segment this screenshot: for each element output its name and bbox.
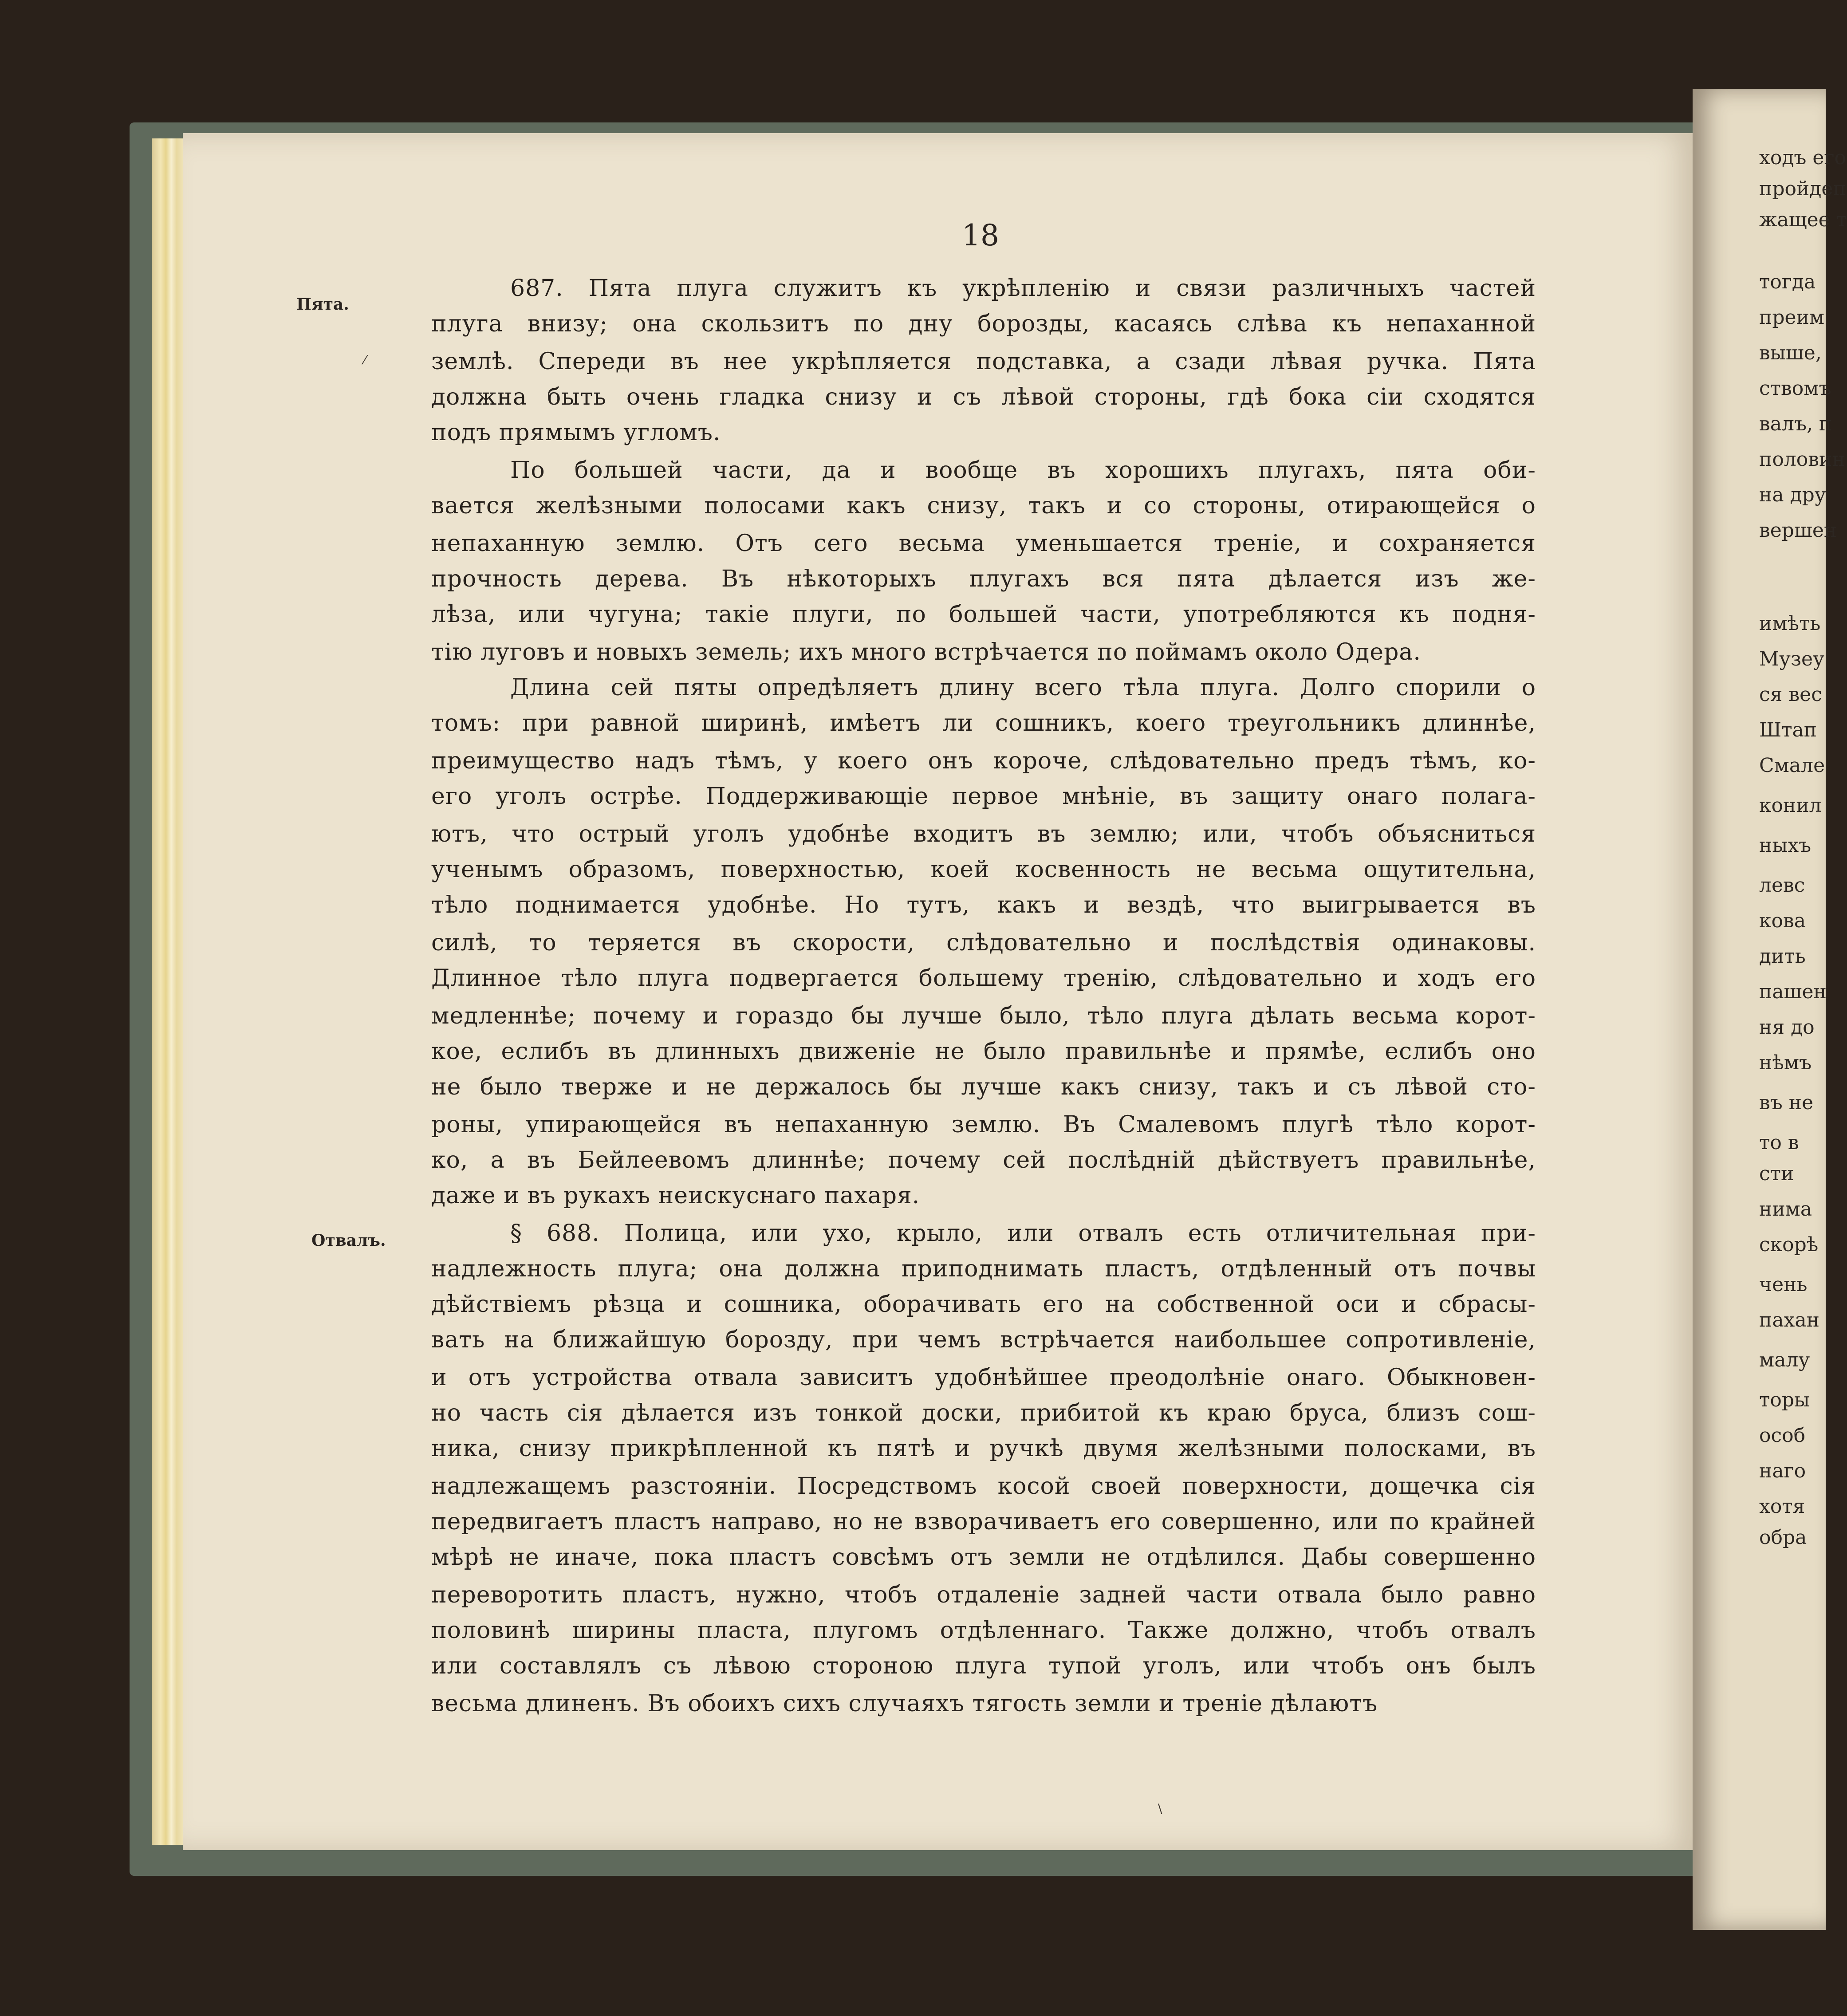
right-page-fragment: Смале [1759, 754, 1825, 777]
right-page-fragment: сти [1759, 1162, 1794, 1185]
text-line: надлежность плуга; она должна приподнимать пластъ, отдѣленный отъ почвы [431, 1256, 1536, 1282]
text-line: половинѣ ширины пласта, плугомъ отдѣленнаго. Также должно, чтобъ отвалъ [431, 1617, 1536, 1644]
text-line: переворотить пластъ, нужно, чтобъ отдаленіе задней части отвала было равно [431, 1582, 1536, 1608]
right-page-fragment: хотя [1759, 1495, 1805, 1518]
text-line: томъ: при равной ширинѣ, имѣетъ ли сошникъ, коего треугольникъ длиннѣе, [431, 710, 1536, 736]
right-page-fragment: пройдеп [1759, 177, 1846, 200]
text-line: тѣло поднимается удобнѣе. Но тутъ, какъ и вездѣ, что выигрывается въ [431, 892, 1536, 918]
text-line: надлежащемъ разстояніи. Посредствомъ косой своей поверхности, дощечка сія [431, 1473, 1536, 1500]
text-line: ко, а въ Бейлеевомъ длиннѣе; почему сей послѣдній дѣйствуетъ правильнѣе, [431, 1147, 1536, 1173]
right-page-fragment: валъ, п [1759, 413, 1832, 435]
text-line: подъ прямымъ угломъ. [431, 419, 721, 446]
right-page-fragment: ся вес [1759, 683, 1822, 706]
right-page-fragment: вершен [1759, 519, 1837, 542]
text-line: кое, еслибъ въ длинныхъ движеніе не было правильнѣе и прямѣе, еслибъ оно [431, 1038, 1536, 1065]
text-line: ученымъ образомъ, поверхностью, коей косвенность не весьма ощутительна, [431, 856, 1536, 883]
margin-note-otval: Отвалъ. [311, 1231, 386, 1250]
text-line: прочность дерева. Въ нѣкоторыхъ плугахъ вся пята дѣлается изъ же- [431, 566, 1536, 592]
right-page-fragment: ныхъ [1759, 834, 1812, 857]
text-line: даже и въ рукахъ неискуснаго пахаря. [431, 1182, 920, 1209]
text-line: преимущество надъ тѣмъ, у коего онъ короче, слѣдовательно предъ тѣмъ, ко- [431, 748, 1536, 774]
right-page-fragment: на дру [1759, 484, 1826, 506]
text-line: ника, снизу прикрѣпленной къ пятѣ и ручкѣ двумя желѣзными полосками, въ [431, 1435, 1536, 1462]
right-page-fragment: скорѣ [1759, 1233, 1819, 1256]
right-page-fragment: чень [1759, 1273, 1808, 1296]
right-page-fragment: конил [1759, 794, 1822, 817]
text-line: должна быть очень гладка снизу и съ лѣвой стороны, гдѣ бока сіи сходятся [431, 384, 1536, 410]
right-page-fragment: то в [1759, 1131, 1799, 1154]
text-line: Длина сей пяты опредѣляетъ длину всего тѣла плуга. Долго спорили о [510, 674, 1536, 701]
text-line: роны, упирающейся въ непаханную землю. Въ Смалевомъ плугѣ тѣло корот- [431, 1111, 1536, 1138]
text-line: мѣрѣ не иначе, пока пластъ совсѣмъ отъ земли не отдѣлился. Дабы совершенно [431, 1544, 1536, 1571]
right-page-fragment: торы [1759, 1389, 1810, 1411]
text-line: передвигаетъ пластъ направо, но не взворачиваетъ его совершенно, или по крайней [431, 1508, 1536, 1535]
right-page-fragment: ствомъ [1759, 377, 1831, 400]
right-page-fragment: малу [1759, 1349, 1810, 1371]
text-line: Длинное тѣло плуга подвергается большему тренію, слѣдовательно и ходъ его [431, 965, 1536, 992]
right-page-fragment: особ [1759, 1424, 1806, 1447]
right-page-fragment: Музеу [1759, 648, 1824, 670]
right-page-fragment: жащее т [1759, 209, 1847, 231]
text-line: не было тверже и не держалось бы лучше какъ снизу, такъ и съ лѣвой сто- [431, 1074, 1536, 1100]
right-page-fragment: наго [1759, 1460, 1806, 1482]
text-line: лѣза, или чугуна; такіе плуги, по большей части, употребляются къ подня- [431, 601, 1536, 628]
right-page [1693, 89, 1847, 1930]
right-page-fragment: нима [1759, 1198, 1812, 1221]
text-line: весьма длиненъ. Въ обоихъ сихъ случаяхъ тягость земли и треніе дѣлаютъ [431, 1690, 1378, 1717]
right-page-fragment: кова [1759, 910, 1806, 932]
text-line: плуга внизу; она скользитъ по дну борозды, касаясь слѣва къ непаханной [431, 311, 1536, 337]
right-page-fragment: преим [1759, 306, 1825, 329]
text-line: дѣйствіемъ рѣзца и сошника, оборачивать его на собственной оси и сбрасы- [431, 1291, 1536, 1318]
page-edges [152, 138, 187, 1845]
margin-note-pyata: Пята. [296, 295, 349, 314]
text-line: По большей части, да и вообще въ хорошихъ плугахъ, пята оби- [510, 457, 1536, 484]
right-page-fragment: имѣть [1759, 612, 1821, 635]
right-page-fragment: ходъ его [1759, 146, 1846, 169]
right-page-fragment: Штап [1759, 719, 1817, 741]
text-line: вать на ближайшую борозду, при чемъ встрѣчается наибольшее сопротивленіе, [431, 1327, 1536, 1353]
right-page-fragment: пахан [1759, 1309, 1819, 1331]
page-number: 18 [962, 218, 999, 252]
stray-mark: ⁄ [364, 353, 366, 367]
text-line: ютъ, что острый уголъ удобнѣе входитъ въ землю; или, чтобъ объясниться [431, 821, 1536, 847]
right-page-fragment: нѣмъ [1759, 1051, 1812, 1074]
text-line: непаханную землю. Отъ сего весьма уменьшается треніе, и сохраняется [431, 530, 1536, 557]
right-page-fragment: тогда [1759, 271, 1816, 293]
right-page-fragment: половин [1759, 448, 1845, 471]
text-line: но часть сія дѣлается изъ тонкой доски, прибитой къ краю бруса, близъ сош- [431, 1400, 1536, 1426]
text-line: § 688. Полица, или ухо, крыло, или отвалъ есть отличительная при- [510, 1220, 1536, 1247]
right-page-fragment: пашен [1759, 980, 1827, 1003]
right-page-fragment: ня до [1759, 1016, 1815, 1039]
text-line: и отъ устройства отвала зависитъ удобнѣйшее преодолѣніе онаго. Обыкновен- [431, 1364, 1536, 1391]
text-line: 687. Пята плуга служитъ къ укрѣпленію и связи различныхъ частей [510, 275, 1536, 302]
right-page-fragment: выше, [1759, 342, 1822, 364]
text-line: тію луговъ и новыхъ земель; ихъ много встрѣчается по поймамъ около Одера. [431, 639, 1421, 665]
right-page-fragment: левс [1759, 874, 1805, 897]
text-line: землѣ. Спереди въ нее укрѣпляется подставка, а сзади лѣвая ручка. Пята [431, 348, 1536, 375]
right-page-fragment: дить [1759, 945, 1806, 968]
text-line: его уголъ острѣе. Поддерживающіе первое мнѣніе, въ защиту онаго полага- [431, 783, 1536, 810]
right-page-fragment: обра [1759, 1526, 1807, 1549]
right-page-fragment: въ не [1759, 1091, 1814, 1114]
text-line: или составлялъ съ лѣвою стороною плуга тупой уголъ, или чтобъ онъ былъ [431, 1653, 1536, 1679]
stray-mark: \ [1158, 1801, 1162, 1816]
text-line: медленнѣе; почему и гораздо бы лучше было, тѣло плуга дѣлать весьма корот- [431, 1003, 1536, 1029]
text-line: силѣ, то теряется въ скорости, слѣдовательно и послѣдствія одинаковы. [431, 929, 1536, 956]
text-line: вается желѣзными полосами какъ снизу, такъ и со стороны, отирающейся о [431, 492, 1536, 519]
